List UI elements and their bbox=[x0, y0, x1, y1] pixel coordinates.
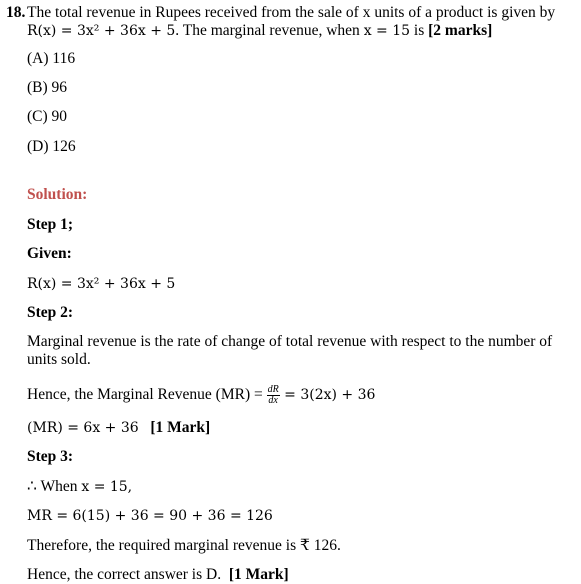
hence-text: Hence, the Marginal Revenue (MR) = bbox=[27, 386, 263, 404]
step-3-heading: Step 3: bbox=[27, 448, 74, 465]
question-text-is: is bbox=[410, 22, 429, 39]
derivative-fraction bbox=[267, 385, 280, 406]
mr-equation: (MR) = 6x + 36 bbox=[27, 420, 139, 436]
marginal-revenue-definition bbox=[27, 385, 375, 406]
explanation-line-2: units sold. bbox=[27, 351, 91, 368]
question-number: 18. bbox=[6, 4, 26, 21]
option-b: (B) 96 bbox=[27, 79, 68, 96]
explanation-line-1: Marginal revenue is the rate of change of total revenue with respect to the number of bbox=[27, 333, 553, 350]
mark-label-2: [1 Mark] bbox=[228, 566, 289, 583]
calculation-line: MR = 6(15) + 36 = 90 + 36 = 126 bbox=[27, 508, 273, 524]
fraction-numerator: dR bbox=[267, 384, 279, 395]
mark-label-1: [1 Mark] bbox=[150, 419, 211, 436]
marks-label: [2 marks] bbox=[428, 22, 493, 39]
step-1-heading: Step 1; bbox=[27, 216, 74, 233]
solution-heading: Solution: bbox=[27, 186, 88, 203]
answer-text: Hence, the correct answer is D. bbox=[27, 566, 225, 583]
question-line-1: The total revenue in Rupees received from the sale of x units of a product is given by bbox=[27, 4, 556, 21]
mr-equation-line bbox=[27, 419, 210, 437]
option-c: (C) 90 bbox=[27, 108, 68, 125]
option-a: (A) 116 bbox=[27, 50, 76, 67]
question-line-2 bbox=[27, 22, 492, 40]
therefore-line: Therefore, the required marginal revenue is ₹ 126. bbox=[27, 537, 341, 554]
therefore-when: ∴ When bbox=[27, 478, 82, 495]
option-d: (D) 126 bbox=[27, 138, 76, 155]
step-2-heading: Step 2: bbox=[27, 304, 74, 321]
fraction-denominator: dx bbox=[268, 395, 278, 406]
question-text-mid: . The marginal revenue, when bbox=[175, 22, 364, 39]
x-condition: x = 15 bbox=[363, 23, 411, 39]
given-equation: R(x) = 3x² + 36x + 5 bbox=[27, 276, 176, 292]
when-equation: x = 15, bbox=[81, 479, 133, 495]
revenue-function: R(x) = 3x² + 36x + 5 bbox=[27, 23, 176, 39]
answer-line bbox=[27, 566, 289, 584]
given-heading: Given: bbox=[27, 245, 72, 262]
derivative-rhs: = 3(2x) + 36 bbox=[279, 387, 376, 404]
when-line bbox=[27, 478, 132, 496]
